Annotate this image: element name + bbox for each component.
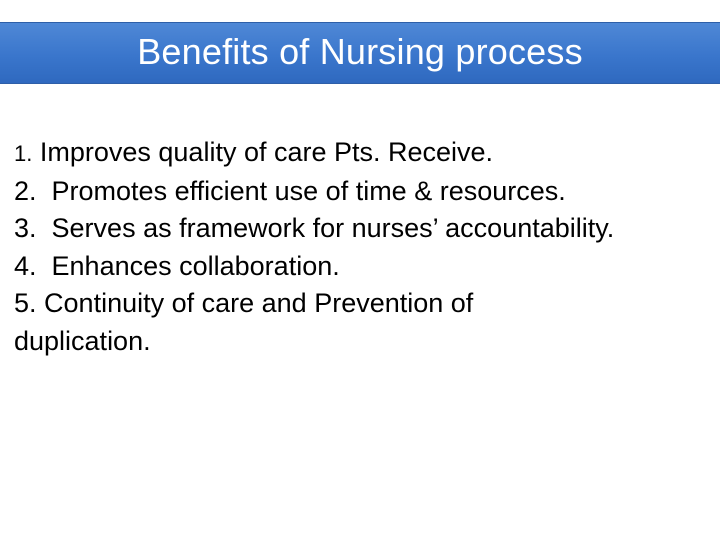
item-number: 5. [14, 288, 37, 318]
item-number: 4. [14, 250, 37, 281]
list-item [14, 248, 714, 286]
item-text: Improves quality of care Pts. Receive. [32, 137, 494, 167]
list-item [14, 173, 714, 211]
item-number: 2. [14, 175, 37, 206]
item-number: 1. [14, 141, 33, 166]
slide-title: Benefits of Nursing process [137, 30, 583, 72]
item-number: 3. [14, 213, 37, 243]
list-item [14, 285, 574, 360]
title-bar [0, 22, 720, 84]
item-text: Continuity of care and Prevention of duplication. [14, 288, 474, 356]
benefits-list [14, 134, 714, 360]
item-text: Promotes efficient use of time & resources. [36, 175, 566, 206]
item-text: Serves as framework for nurses’ accountability. [36, 213, 615, 243]
list-item [14, 134, 714, 173]
list-item [14, 210, 714, 248]
item-text: Enhances collaboration. [36, 250, 340, 281]
